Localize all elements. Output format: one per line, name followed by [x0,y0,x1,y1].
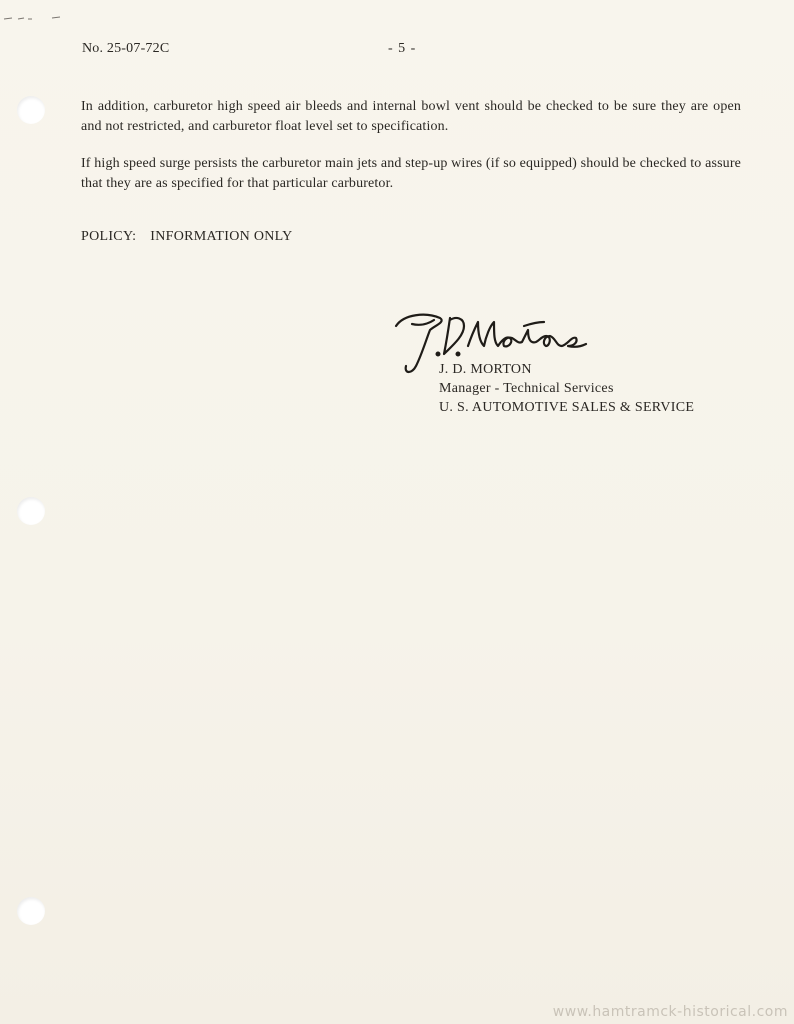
punch-hole [17,96,45,124]
document-number: No. 25-07-72C [82,41,170,56]
pencil-mark-icon [0,14,64,22]
website-watermark: www.hamtramck-historical.com [552,1004,788,1020]
signatory-organization: U. S. AUTOMOTIVE SALES & SERVICE [439,400,695,415]
body-paragraph: In addition, carburetor high speed air bleeds and internal bowl vent should be checked to be sure they are open and not restricted, and carburetor float level set to specification. [81,99,741,134]
page-number: - 5 - [388,41,417,56]
policy-line [81,229,293,245]
signatory-name: J. D. MORTON [439,362,532,377]
punch-hole [17,897,45,925]
body-paragraph: If high speed surge persists the carburetor main jets and step-up wires (if so equipped) should be checked to assure that they are as specified for that particular carburetor. [81,156,741,191]
punch-hole [17,497,45,525]
policy-label: POLICY: [81,229,137,244]
signatory-title: Manager - Technical Services [439,381,614,396]
policy-value: INFORMATION ONLY [150,229,293,244]
